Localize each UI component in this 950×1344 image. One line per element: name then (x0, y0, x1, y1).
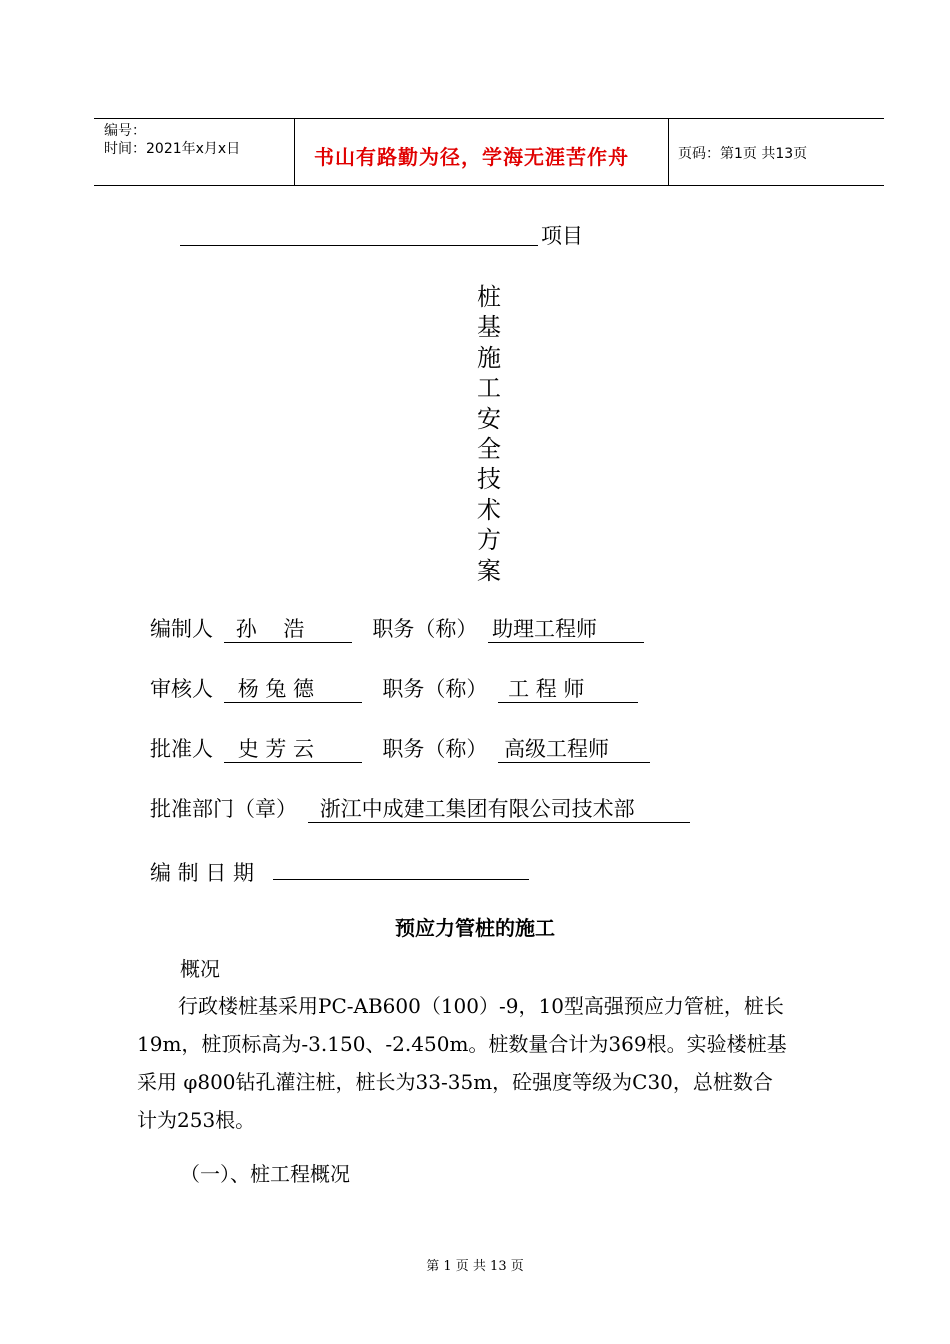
reviewer-label: 审核人 (150, 677, 213, 701)
body-line: 行政楼桩基采用PC-AB600（100）-9，10型高强预应力管桩，桩长 (178, 994, 784, 1018)
reviewer-name: 杨 兔 德 (224, 676, 362, 703)
title-char: 术 (477, 495, 501, 524)
compile-date-row (150, 853, 529, 883)
compiler-name: 孙 浩 (224, 616, 352, 643)
title-char: 全 (477, 435, 501, 464)
overview-heading: 概况 (180, 957, 220, 981)
title-char: 施 (477, 343, 501, 372)
header-divider-right (668, 118, 669, 185)
approver-row (150, 734, 650, 764)
project-label: 项目 (541, 224, 583, 248)
subsection-heading: （一）、桩工程概况 (180, 1162, 350, 1186)
title-char: 方 (477, 526, 501, 555)
header-bottom-rule (94, 185, 884, 186)
compiler-role-label: 职务（称） (372, 617, 478, 641)
compiler-row (150, 614, 644, 644)
approver-role-label: 职务（称） (382, 737, 488, 761)
title-char: 基 (477, 313, 501, 342)
reviewer-role: 工 程 师 (498, 676, 638, 703)
header-top-rule (94, 118, 884, 119)
header-motto: 书山有路勤为径，学海无涯苦作舟 (314, 145, 629, 169)
title-char: 工 (477, 374, 501, 403)
project-name-blank (180, 245, 538, 246)
department-name: 浙江中成建工集团有限公司技术部 (308, 796, 690, 823)
header-divider-left (294, 118, 295, 185)
body-line: 采用 φ800钻孔灌注桩，桩长为33-35m，砼强度等级为C30，总桩数合 (137, 1070, 773, 1094)
title-char: 技 (477, 465, 501, 494)
title-char: 案 (477, 556, 501, 585)
document-number: 编号： (104, 123, 146, 139)
page-footer: 第 1 页 共 13 页 (426, 1259, 524, 1274)
document-time: 时间：2021年x月x日 (104, 141, 241, 157)
reviewer-role-label: 职务（称） (382, 677, 488, 701)
approver-label: 批准人 (150, 737, 213, 761)
reviewer-row (150, 674, 638, 704)
body-line: 计为253根。 (137, 1108, 256, 1132)
compile-date-label: 编 制 日 期 (150, 861, 255, 885)
compile-date-blank (273, 853, 529, 880)
approver-name: 史 芳 云 (224, 736, 362, 763)
header-page-number: 页码：第1页 共13页 (678, 146, 808, 162)
compiler-role: 助理工程师 (488, 616, 644, 643)
title-char: 桩 (477, 283, 501, 311)
title-char: 安 (477, 404, 501, 433)
body-line: 19m，桩顶标高为-3.150、-2.450m。桩数量合计为369根。实验楼桩基 (137, 1032, 787, 1056)
compiler-label: 编制人 (150, 617, 213, 641)
document-title (472, 282, 506, 586)
approver-role: 高级工程师 (498, 736, 650, 763)
department-label: 批准部门（章） (150, 797, 297, 821)
section-title: 预应力管桩的施工 (395, 916, 555, 940)
approving-department-row (150, 794, 690, 824)
